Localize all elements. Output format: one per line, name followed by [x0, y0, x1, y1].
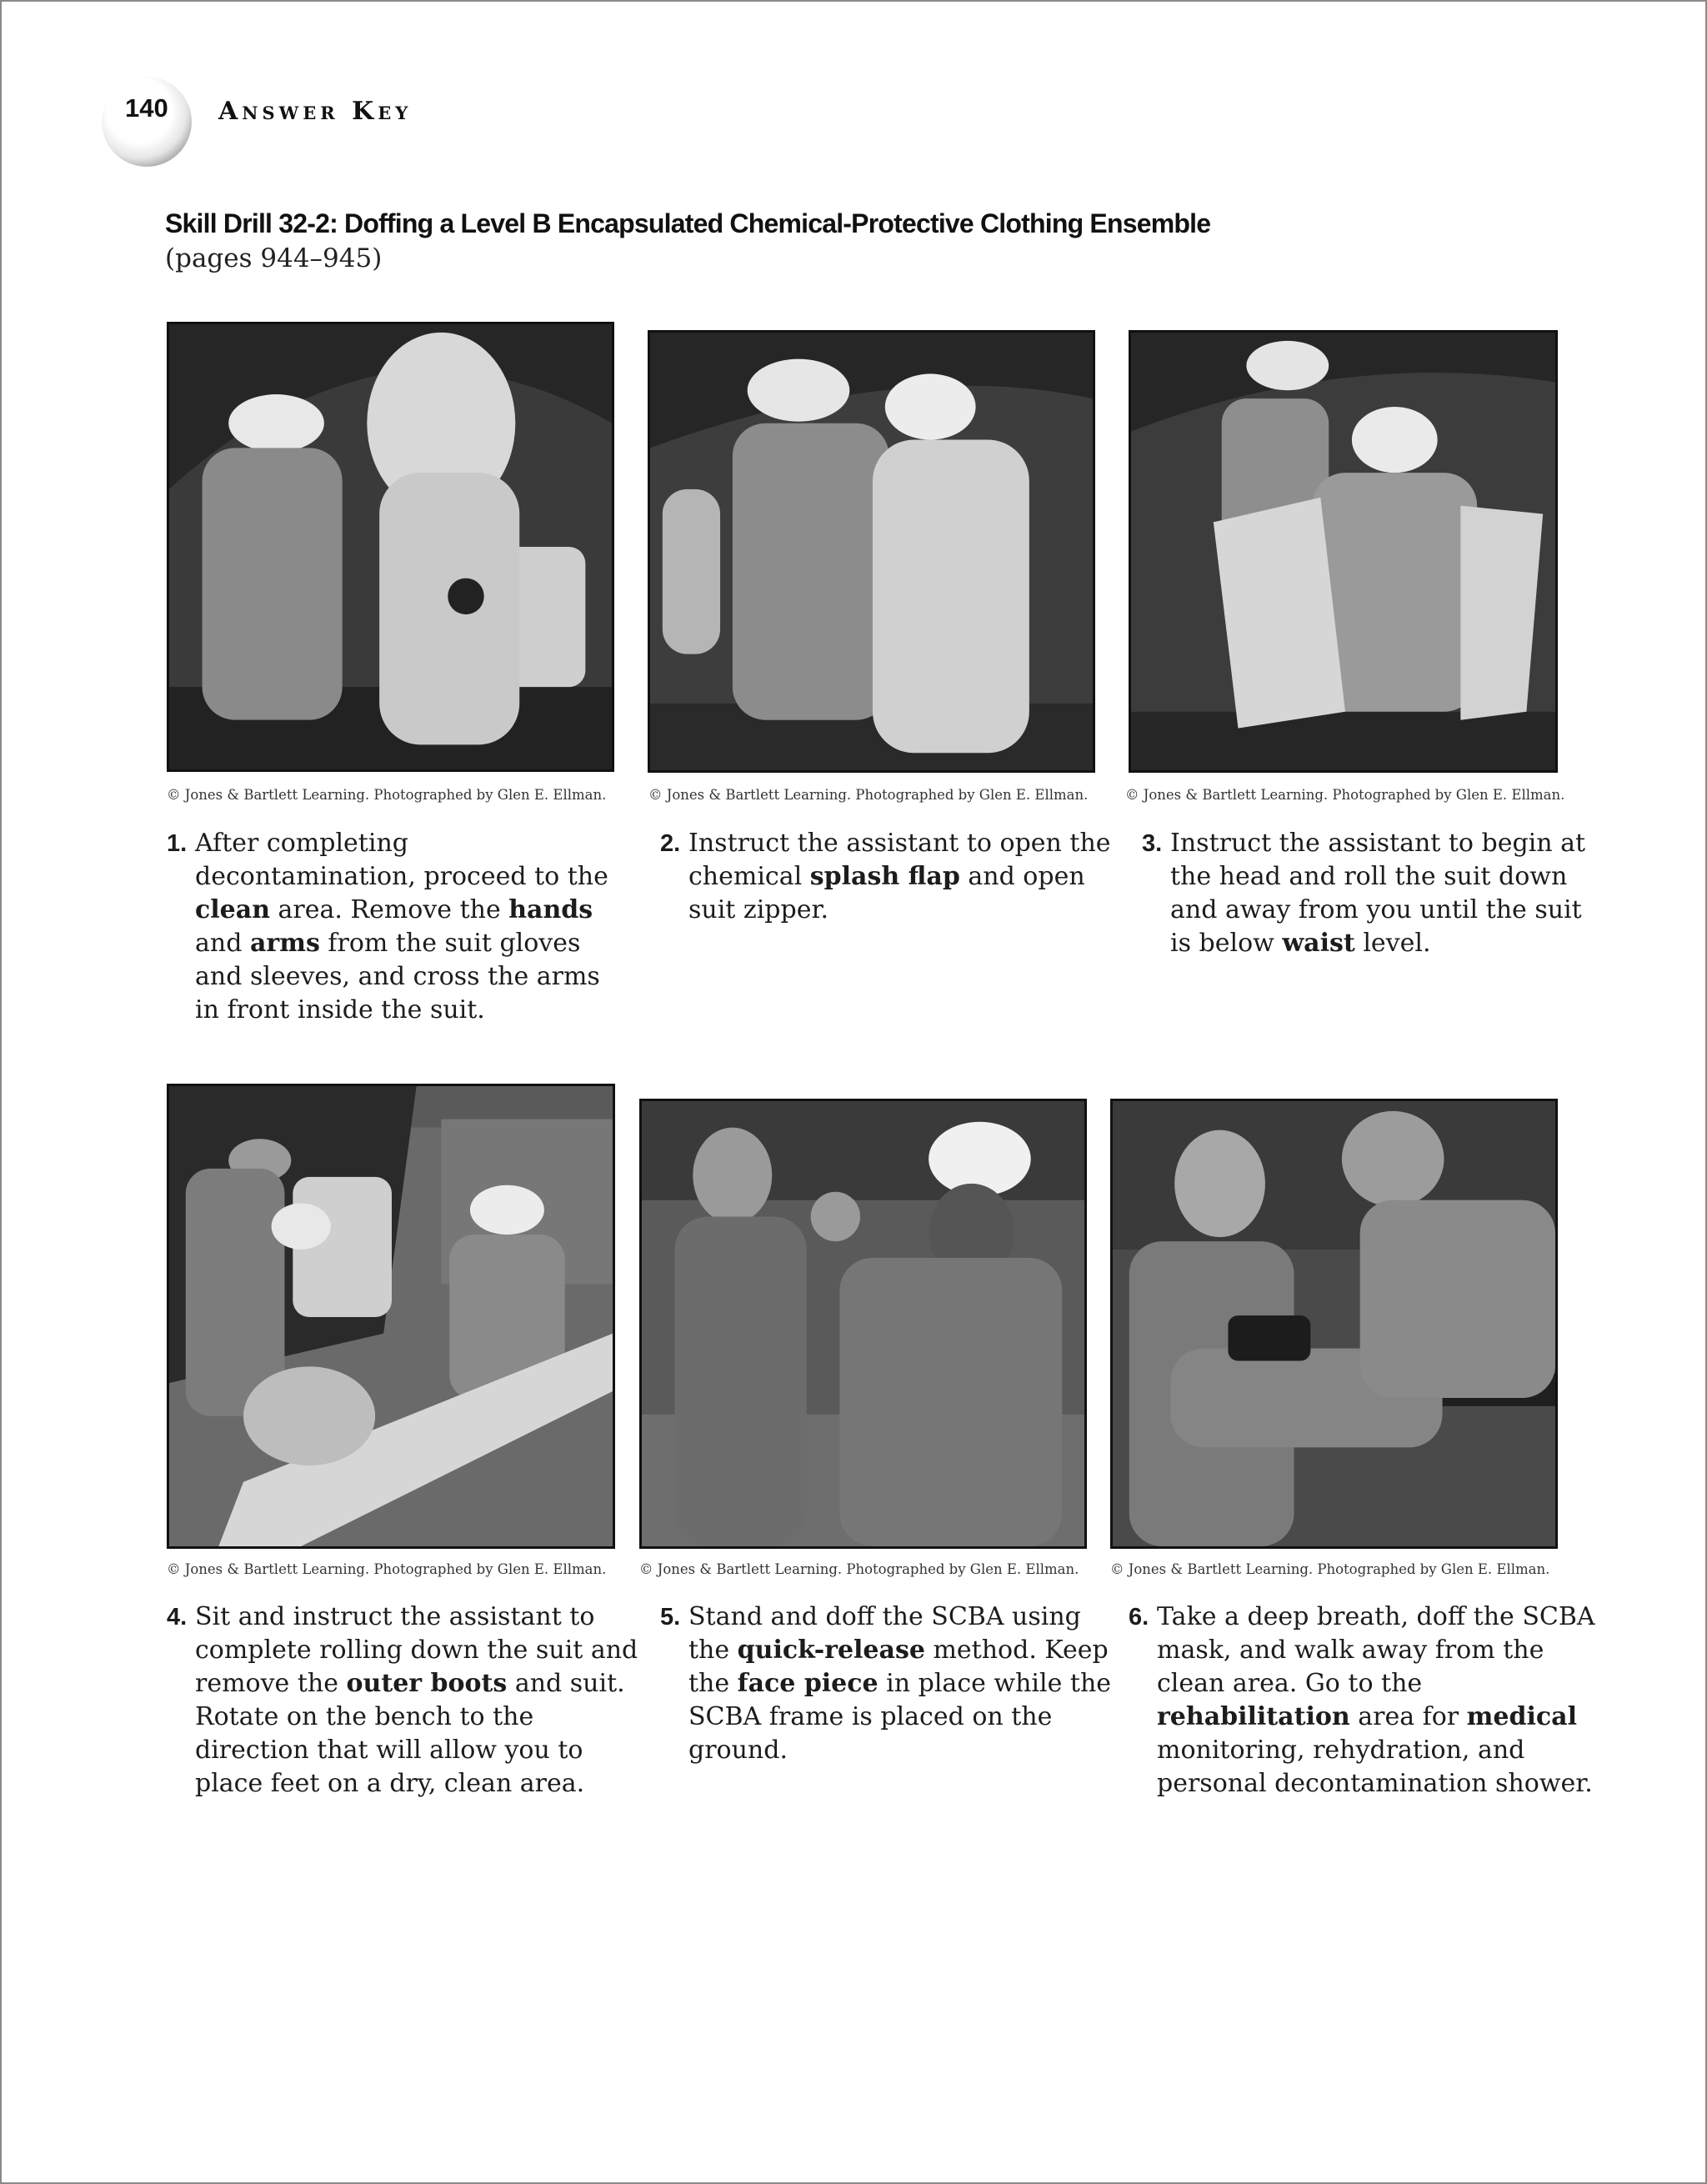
- step-text-run: Instruct the assistant to open the chemical: [688, 829, 1111, 891]
- step-1-text: [195, 829, 608, 1024]
- step-4: [167, 1600, 645, 1801]
- photo-step-4: [167, 1084, 615, 1549]
- step-4-text: [195, 1602, 638, 1798]
- running-head: Answer Key: [218, 97, 413, 126]
- step-keyword: arms: [249, 929, 320, 958]
- step-6: [1129, 1600, 1607, 1801]
- step-text-run: monitoring, rehydration, and personal decontamination shower.: [1157, 1736, 1593, 1798]
- step-5-number: 5.: [660, 1604, 681, 1630]
- page-number: 140: [125, 93, 168, 123]
- step-text-run: Take a deep breath, doff the SCBA mask, and walk away from the clean area. Go to the: [1157, 1602, 1595, 1698]
- step-keyword: face piece: [737, 1669, 879, 1698]
- step-text-run: After completing decontamination, proceed to the: [195, 829, 608, 891]
- photo-step-1: [167, 322, 614, 772]
- step-1-number: 1.: [167, 830, 188, 857]
- photo-credit-1: © Jones & Bartlett Learning. Photographed by Glen E. Ellman.: [167, 787, 607, 803]
- step-text-run: and: [195, 929, 250, 958]
- skill-drill-title: Skill Drill 32-2: Doffing a Level B Encapsulated Chemical-Protective Clothing Ensemble: [165, 208, 1211, 238]
- step-4-number: 4.: [167, 1604, 188, 1630]
- step-text-run: in place while the SCBA frame is placed on the ground.: [688, 1669, 1112, 1765]
- step-3: [1142, 827, 1604, 960]
- step-3-text: [1170, 829, 1585, 958]
- step-5: [660, 1600, 1122, 1767]
- step-text-run: area for: [1349, 1702, 1467, 1731]
- step-text-run: Sit and instruct the assistant to complete rolling down the suit and remove the: [195, 1602, 638, 1698]
- step-text-run: method. Keep the: [688, 1635, 1109, 1698]
- photo-credit-3: © Jones & Bartlett Learning. Photographed by Glen E. Ellman.: [1125, 787, 1565, 803]
- step-1: [167, 827, 628, 1027]
- step-6-text: [1157, 1602, 1595, 1798]
- photo-step-6: [1110, 1099, 1558, 1549]
- step-keyword: hands: [508, 895, 593, 924]
- step-text-run: and open suit zipper.: [688, 862, 1085, 924]
- step-keyword: quick-release: [737, 1635, 925, 1665]
- step-keyword: splash flap: [809, 862, 960, 891]
- photo-credit-6: © Jones & Bartlett Learning. Photographed by Glen E. Ellman.: [1110, 1561, 1550, 1577]
- step-keyword: rehabilitation: [1157, 1702, 1350, 1731]
- step-text-run: Instruct the assistant to begin at the head and roll the suit down and away from you until the suit is below: [1170, 829, 1586, 958]
- step-text-run: from the suit gloves and sleeves, and cross the arms in front inside the suit.: [195, 929, 600, 1024]
- step-2-number: 2.: [660, 830, 681, 857]
- step-text-run: and suit. Rotate on the bench to the direction that will allow you to place feet on a dry, clean area.: [195, 1669, 625, 1798]
- photo-credit-5: © Jones & Bartlett Learning. Photographed by Glen E. Ellman.: [639, 1561, 1079, 1577]
- step-text-run: area. Remove the: [270, 895, 509, 924]
- step-text-run: Stand and doff the SCBA using the: [688, 1602, 1081, 1665]
- step-keyword: clean: [195, 895, 270, 924]
- step-keyword: outer boots: [346, 1669, 508, 1698]
- step-6-number: 6.: [1129, 1604, 1149, 1630]
- step-keyword: waist: [1282, 929, 1355, 958]
- step-2-text: [688, 829, 1111, 924]
- photo-step-5: [639, 1099, 1087, 1549]
- step-keyword: medical: [1466, 1702, 1577, 1731]
- step-5-text: [688, 1602, 1111, 1765]
- photo-step-3: [1129, 330, 1558, 773]
- photo-credit-2: © Jones & Bartlett Learning. Photographed by Glen E. Ellman.: [648, 787, 1089, 803]
- step-2: [660, 827, 1130, 927]
- step-text-run: level.: [1354, 929, 1431, 958]
- photo-credit-4: © Jones & Bartlett Learning. Photographed by Glen E. Ellman.: [167, 1561, 607, 1577]
- step-3-number: 3.: [1142, 830, 1163, 857]
- skill-drill-pages: (pages 944–945): [165, 243, 383, 273]
- photo-step-2: [648, 330, 1095, 773]
